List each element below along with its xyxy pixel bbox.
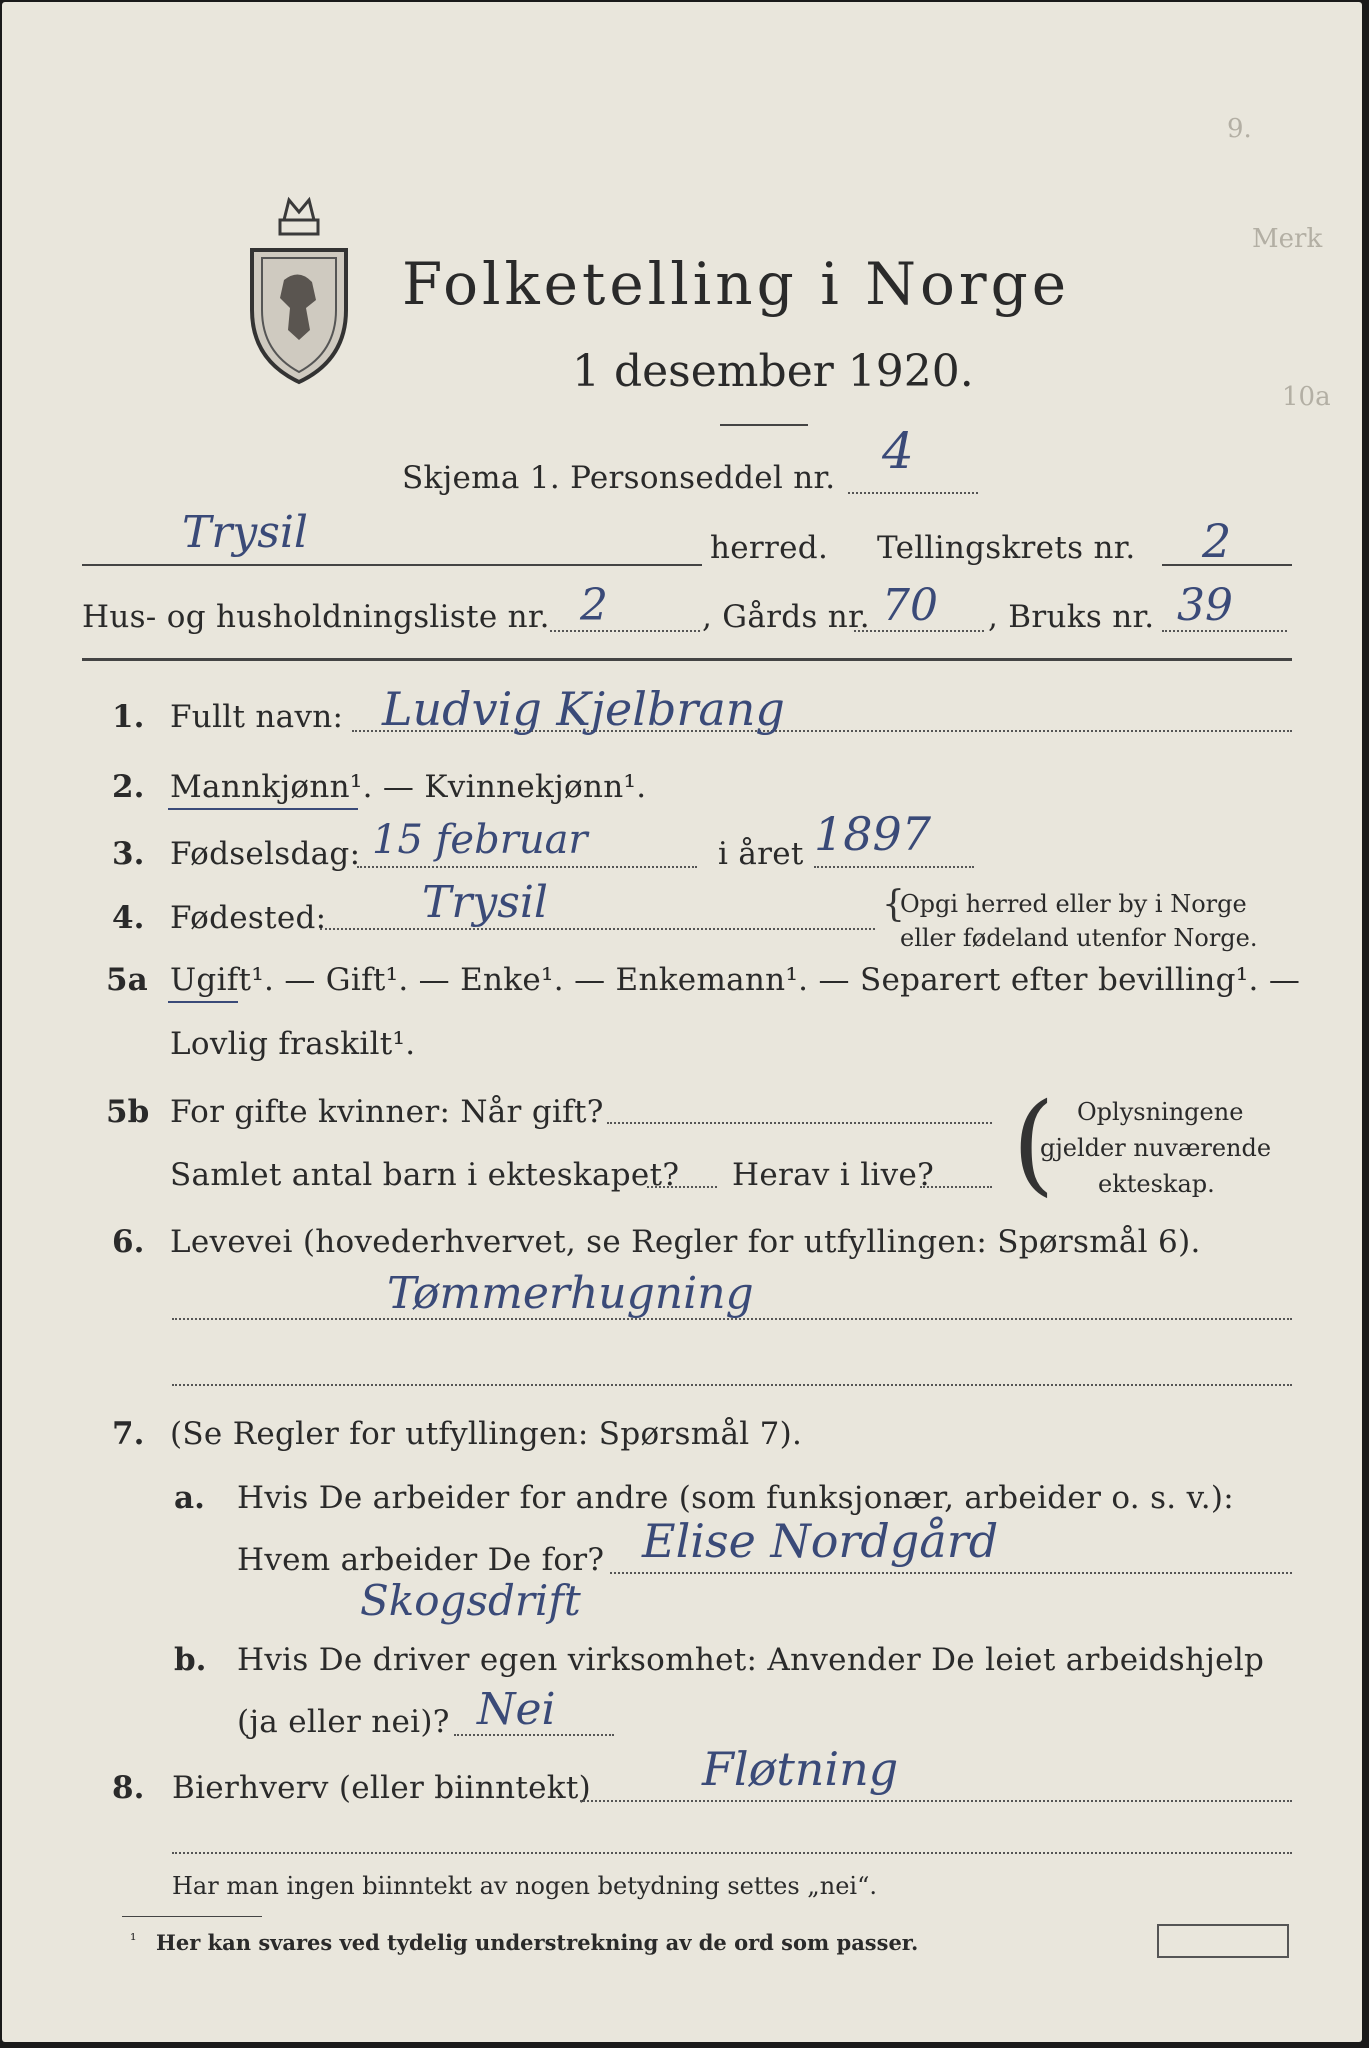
q5a-line1: Ugift¹. — Gift¹. — Enke¹. — Enkemann¹. — Separert efter bevilling¹. —	[170, 962, 1301, 998]
ugift-underline	[168, 1001, 238, 1003]
q5b-box-line1: Oplysningene	[1077, 1098, 1244, 1126]
birthplace-value[interactable]: Trysil	[422, 877, 548, 928]
footnote-rule	[122, 1916, 262, 1917]
q3-year-label: i året	[718, 836, 804, 872]
q7-label: (Se Regler for utfyllingen: Spørsmål 7).	[170, 1416, 803, 1452]
q5b-married-field-line	[607, 1122, 992, 1124]
q5b-line1: For gifte kvinner: Når gift?	[170, 1094, 604, 1130]
q7a-line2: Hvem arbeider De for?	[237, 1542, 605, 1578]
side-income-value[interactable]: Fløtning	[702, 1742, 899, 1796]
husliste-label: Hus- og husholdningsliste nr.	[82, 599, 550, 635]
q8-label: Bierhverv (eller biinntekt)	[172, 1770, 592, 1806]
title-divider	[720, 424, 808, 426]
footer-note: Har man ingen biinntekt av nogen betydning settes „nei“.	[172, 1872, 877, 1900]
birth-date-value[interactable]: 15 februar	[372, 817, 588, 863]
birth-year-value[interactable]: 1897	[814, 807, 932, 861]
hint-brace: {	[882, 884, 905, 925]
husliste-value[interactable]: 2	[580, 580, 608, 631]
footnote-marker: ¹	[130, 1930, 137, 1949]
q7b-line2: (ja eller nei)?	[237, 1704, 450, 1740]
bleed-through-text: 9.	[1227, 114, 1252, 144]
hired-help-value[interactable]: Nei	[477, 1684, 556, 1735]
q3-number: 3.	[112, 836, 145, 872]
q3-year-field-line	[814, 866, 974, 868]
header-rule	[82, 658, 1292, 661]
mannkjonn-underline	[168, 808, 358, 810]
q5b-children-field-line	[647, 1186, 717, 1188]
husliste-field-line	[550, 630, 700, 632]
q5b-number: 5b	[106, 1094, 150, 1130]
q5b-line2b: Herav i live?	[732, 1157, 935, 1193]
bruks-value[interactable]: 39	[1177, 580, 1233, 631]
q5b-line2a: Samlet antal barn i ekteskapet?	[170, 1157, 680, 1193]
q2-number: 2.	[112, 769, 145, 805]
q7a-field-line	[610, 1572, 1292, 1574]
footnote-text: Her kan svares ved tydelig understrekning av de ord som passer.	[156, 1930, 919, 1955]
q7b-letter: b.	[174, 1642, 207, 1678]
q8-number: 8.	[112, 1770, 145, 1806]
q3-label: Fødselsdag:	[170, 836, 361, 872]
q8-field-line2	[172, 1852, 1292, 1854]
bleed-through-text: 10a	[1282, 382, 1331, 412]
q1-number: 1.	[112, 699, 145, 735]
q5b-box-line3: ekteskap.	[1098, 1170, 1215, 1198]
q4-hint-line2: eller fødeland utenfor Norge.	[900, 924, 1258, 952]
bleed-through-text: Merk	[1252, 224, 1323, 254]
q6-number: 6.	[112, 1224, 145, 1260]
q7b-line1: Hvis De driver egen virksomhet: Anvender De leiet arbeidshjelp	[237, 1642, 1265, 1678]
herred-field-line	[82, 564, 702, 566]
occupation-value[interactable]: Tømmerhugning	[387, 1268, 754, 1319]
census-form-page	[2, 2, 1362, 2042]
q5b-box-line2: gjelder nuværende	[1040, 1134, 1272, 1162]
census-date: 1 desember 1920.	[572, 346, 974, 397]
tellingskrets-label: Tellingskrets nr.	[877, 530, 1136, 566]
employer-branch-value[interactable]: Skogsdrift	[360, 1576, 581, 1625]
q7-number: 7.	[112, 1416, 145, 1452]
q4-label: Fødested:	[170, 900, 327, 936]
gards-label: , Gårds nr.	[702, 599, 870, 635]
q5b-alive-field-line	[920, 1186, 992, 1188]
schema-label: Skjema 1. Personseddel nr.	[402, 460, 836, 496]
q4-number: 4.	[112, 900, 145, 936]
printer-stamp	[1157, 1924, 1289, 1958]
q4-field-line	[320, 928, 875, 930]
form-title: Folketelling i Norge	[402, 250, 1071, 318]
q5a-line2: Lovlig fraskilt¹.	[170, 1026, 416, 1062]
gards-value[interactable]: 70	[882, 580, 938, 631]
q6-label: Levevei (hovederhvervet, se Regler for utfyllingen: Spørsmål 6).	[170, 1224, 1201, 1260]
q6-field-line1	[172, 1318, 1292, 1320]
q1-label: Fullt navn:	[170, 699, 344, 735]
q3-day-field-line	[357, 866, 697, 868]
herred-value[interactable]: Trysil	[182, 507, 308, 558]
box-bracket: (	[1012, 1079, 1055, 1207]
employer-value[interactable]: Elise Nordgård	[642, 1514, 999, 1568]
tellingskrets-value[interactable]: 2	[1202, 514, 1232, 568]
q5a-number: 5a	[106, 962, 148, 998]
bruks-label: , Bruks nr.	[988, 599, 1155, 635]
q7a-line1: Hvis De arbeider for andre (som funksjonær, arbeider o. s. v.):	[237, 1480, 1235, 1516]
q8-field-line1	[580, 1800, 1292, 1802]
q6-field-line2	[172, 1384, 1292, 1386]
norwegian-coat-of-arms-icon	[244, 190, 354, 386]
q2-label: Mannkjønn¹. — Kvinnekjønn¹.	[170, 769, 647, 805]
personseddel-field-line	[848, 492, 978, 494]
herred-label: herred.	[710, 530, 829, 566]
q4-hint-line1: Opgi herred eller by i Norge	[900, 890, 1247, 918]
full-name-value[interactable]: Ludvig Kjelbrang	[382, 682, 785, 736]
personseddel-value[interactable]: 4	[882, 422, 914, 480]
q7a-letter: a.	[174, 1480, 205, 1516]
